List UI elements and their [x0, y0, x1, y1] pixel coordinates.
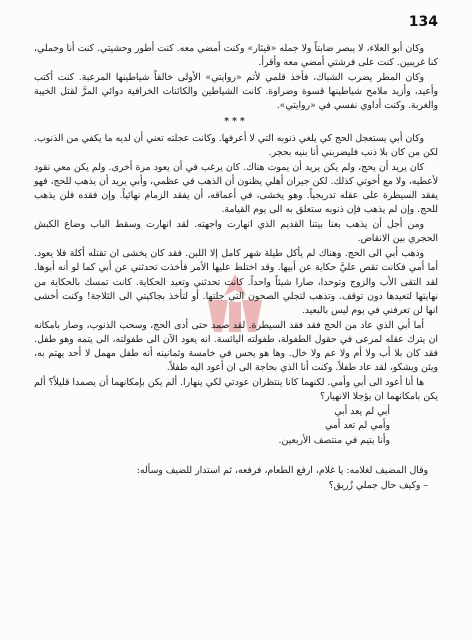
- paragraph-6: وذهب أبي الى الحج. وهناك لم يأكل طيلة شهر كامل إلا اللبن. فقد كان يخشى ان تقتله أكلة فلا يعود. أما أمي فكانت تقص عليَّ حكاية عن أبيها. وقد اختلط عليها الأمر فأخذت تحدثني عن أبي كما لو أنه أبوها. لقد التقى الأب والزوج وتوحدا، صارا شيئاً واحداً. كانت تحدثني وتعيد الحكاية. كانت تمسك بالحكاية من نهايتها لتعيدها دون توقف. وتذهب لتجلي الصحون التي جلتها. أو لتأخذ بجاكيتي الى الثلاجة! وكنت أخشى انها لن تعرفني في يوم ليس بالبعيد.: [34, 248, 438, 316]
- section-separator: ***: [224, 116, 248, 128]
- poem: [34, 405, 438, 447]
- paragraph-7: أما أبي الذي عاد من الحج فقد فقد السيطرة. لقد صمد حتى أدى الحج، وسحب الذنوب، وصار بامكانه ان يترك عقله لمرعى في حقول الطفولة، طفولته اليائسة. انه يعود الآن الى طفولته، الى يتمه وهو طفل. فقد كان بلا أب ولا أم ولا عم ولا خال. وها هو يحس في خامسة وثمانينه أنه طفل مهمل لا أحد يهتم به، ويئن ويشكو، لقد عاد طفلاً. وكنت أنا الذي بحاجة الى ان أعود اليه طفلاً.: [34, 319, 438, 374]
- paragraph-2: وكان المطر يضرب الشباك، فأخذ قلمي لأتم «روايتي» الأولى خالقاً شياطينها المرعبة. كنت أكتب وأعيد، وأزيد ملامح شياطينها قسوة وضراوة. كانت الشياطين والكائنات الخرافية دوائي المرَّ لقتل الخيبة والغربة. وكنت أداوي نفسي في «روايتي».: [34, 72, 438, 112]
- paragraph-4: كان يريد أن يحج، ولم يكن يريد أن يموت هناك. كان يرغب في أن يعود مرة أخرى. ولم يكن معي نقود لأعطيه، ولا مع أخوتي كذلك. لكن جيران أهلي يظنون أن الذهب في عظمي، وأبي يريد أن يذهب للحج، فهو يفقد السيطرة على عقله تدريجياً. وهو يخشى، في أعماقه، أن يفقد الزمام نهائياً. وإن فقده فلن يذهب للحج. وإن لم يذهب فإن ذنوبه ستعلق به الى يوم القيامة.: [34, 161, 438, 216]
- poem-line-1: أبي لم يعد أبي: [334, 406, 390, 418]
- closing-paragraph-1: وقال المضيف لغلامه: يا غلام، ارفع الطعام، فرفعه، ثم استدار للضيف وسأله:: [136, 464, 428, 476]
- poem-line-2: وأمي لم تعد أمي: [325, 420, 390, 432]
- paragraph-8: ها أنا أعود الى أبي وأمي. لكنهما كانا ينتظران عودتي لكي ينهارا. ألم يكن بإمكانهما أن يصمدا قليلاً؟ ألم يكن بامكانهما ان يؤجلا الانهيار؟: [34, 377, 438, 403]
- paragraph-3: وكان أبي يستعجل الحج كي يلغي ذنوبه التي لا أعرفها. وكانت عجلته تعني أن لديه ما يكفي من الذنوب. لكن من كان بلا ذنب فليضربني أنا بنيه بحجر.: [34, 132, 438, 158]
- paragraph-1: وكان أبو العلاء، لا يبصر ضابتاً ولا جمله «قيثار» وكنت أمضي معه. كنت أطور وحشيتي. كنت أنا وجملي، كنا غريبين. كنت على فرشتي أمضي معه وأقرأ.: [34, 43, 438, 69]
- paragraph-5: ومن أجل أن يذهب بعنا بيتنا القديم الذي انهارت واجهته. لقد انهارت وسقط الباب وضاع الكبش الحجري بين الانقاض.: [34, 219, 438, 245]
- closing-paragraph-2: – وكيف حال جملي زُريق؟: [328, 479, 428, 491]
- page-number: 134: [408, 14, 438, 30]
- poem-line-3: وأنا يتيم في منتصف الأربعين.: [278, 434, 390, 446]
- spacer: [34, 454, 438, 464]
- body-text: [34, 42, 438, 626]
